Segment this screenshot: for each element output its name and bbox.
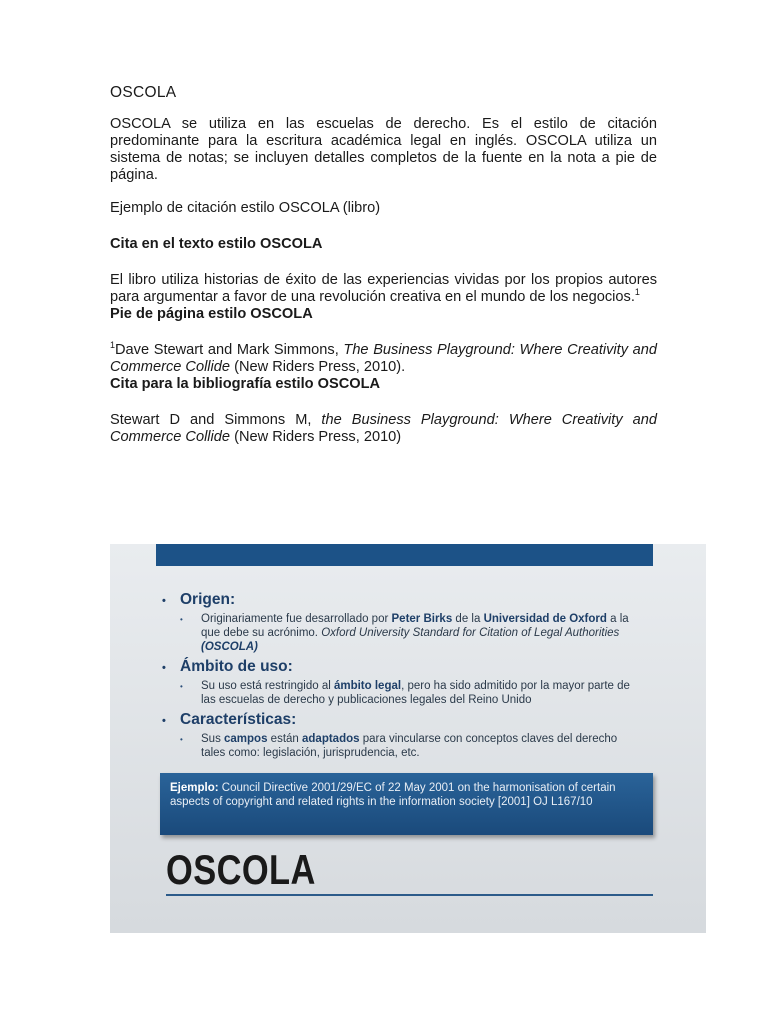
bibliography-heading: Cita para la bibliografía estilo OSCOLA [110,376,381,392]
bullet-icon: • [180,682,183,691]
slide-logo-text: OSCOLA [166,846,316,893]
slide-section-scope-title: • Ámbito de uso: [162,658,293,675]
slide-section-features-title: • Características: [162,711,297,728]
footnote-authors: Dave Stewart and Mark Simmons, [115,342,344,358]
in-text-body: El libro utiliza historias de éxito de las experiencias vividas por los propios autores para argumentar a favor de una revolución creativa en el mundo de los negocios. [110,272,657,305]
footnote-book-title: The Business Playground: Where Creativity and Commerce Collide [110,342,657,375]
bibliography-authors: Stewart D and Simmons M, [110,412,322,428]
bullet-icon: • [162,662,166,674]
footnote-publisher: (New Riders Press, 2010). [230,359,406,375]
footnote-mark: 1 [110,340,116,351]
slide-bullet-list [162,591,642,764]
in-text-heading: Cita en el texto estilo OSCOLA [110,236,323,252]
slide-section-origin-text: • Originariamente fue desarrollado por Peter Birks de la Universidad de Oxford a la que debe su acrónimo. Oxford University Standard for Citation of Legal Authorities (OSCOLA) [180,613,629,653]
slide-divider [166,894,653,896]
example-text: Council Directive 2001/29/EC of 22 May 2001 on the harmonisation of certain aspects of copyright and related rights in the information society [2001] OJ L167/10 [170,782,616,808]
document-body [110,84,657,446]
bullet-icon: • [180,615,183,624]
oscola-slide-image [110,544,706,933]
bibliography-book-title: the Business Playground: Where Creativity and Commerce Collide [110,412,657,445]
example-heading: Ejemplo de citación estilo OSCOLA (libro) [110,200,381,216]
bullet-icon: • [162,715,166,727]
document-title: OSCOLA [110,84,177,101]
bullet-icon: • [162,595,166,607]
example-label: Ejemplo: [170,782,219,794]
slide-section-features-text: • Sus campos están adaptados para vincularse con conceptos claves del derecho tales como: legislación, jurisprudencia, etc. [180,733,618,759]
footnote-citation [110,342,657,376]
footnote-reference: 1 [634,287,640,298]
bibliography-citation [110,412,657,446]
intro-paragraph: OSCOLA se utiliza en las escuelas de derecho. Es el estilo de citación predominante para la escritura académica legal en inglés. OSCOLA utiliza un sistema de notas; se incluyen detalles completos de la fuente en la nota a pie de página. [110,116,657,183]
footnote-heading: Pie de página estilo OSCOLA [110,306,313,322]
slide-section-origin-title: • Origen: [162,591,236,608]
slide-section-scope-text: • Su uso está restringido al ámbito legal, pero ha sido admitido por la mayor parte de las escuelas de derecho y publicaciones legales del Reino Unido [180,680,630,706]
slide-example-box [160,773,653,835]
bullet-icon: • [180,735,183,744]
slide-top-bar [156,544,653,566]
bibliography-publisher: (New Riders Press, 2010) [230,429,402,445]
in-text-paragraph [110,272,657,306]
